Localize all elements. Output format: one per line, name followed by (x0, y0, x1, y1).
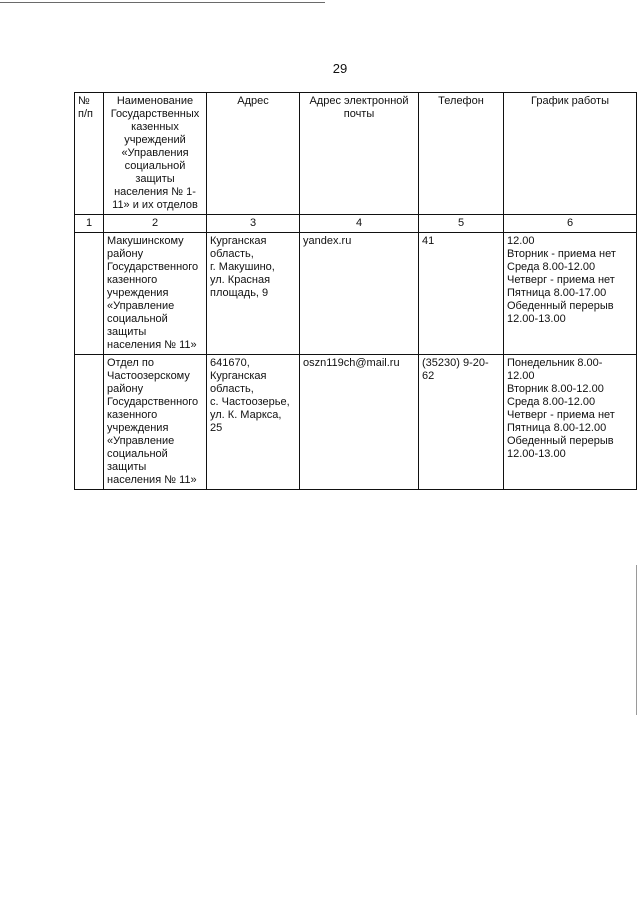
name-line: казенного (107, 409, 158, 421)
schedule-line: Пятница 8.00-17.00 (507, 287, 607, 299)
address-line: г. Макушино, (210, 261, 275, 273)
name-line: защиты (107, 326, 147, 338)
phone-text: (35230) 9-20- (422, 357, 489, 369)
name-line: Частоозерскому (107, 370, 190, 382)
name-line: защиты (107, 461, 147, 473)
email-cell (300, 355, 419, 490)
address-line: Курганская (210, 235, 267, 247)
header-text: № (78, 95, 90, 107)
name-line: району (107, 383, 144, 395)
email-text: yandex.ru (303, 235, 352, 247)
schedule-line: Понедельник 8.00- (507, 357, 603, 369)
schedule-line: Четверг - приема нет (507, 409, 615, 421)
header-cell-number (75, 93, 104, 215)
row-number-cell (75, 233, 104, 355)
header-cell-email (300, 93, 419, 215)
name-line: району (107, 248, 144, 260)
column-number: 3 (207, 215, 300, 233)
name-line: учреждения (107, 287, 169, 299)
name-line: казенного (107, 274, 158, 286)
table-row (75, 233, 637, 355)
column-number: 5 (419, 215, 504, 233)
schedule-line: Обеденный перерыв (507, 300, 614, 312)
email-text: oszn119ch@mail.ru (303, 357, 400, 369)
address-line: 641670, (210, 357, 250, 369)
column-number: 1 (75, 215, 104, 233)
address-line: с. Частоозерье, (210, 396, 290, 408)
name-line: Государственного (107, 261, 199, 273)
address-line: ул. К. Маркса, 25 (210, 409, 282, 434)
address-cell (207, 233, 300, 355)
name-line: Государственного (107, 396, 199, 408)
header-text: населения № 1- (114, 186, 196, 198)
name-line: Макушинскому (107, 235, 184, 247)
header-cell-name (104, 93, 207, 215)
name-line: учреждения (107, 422, 169, 434)
address-cell (207, 355, 300, 490)
phone-text: 41 (422, 235, 435, 247)
schedule-line: Вторник 8.00-12.00 (507, 383, 604, 395)
header-text: Адрес (237, 95, 269, 107)
header-cell-schedule (504, 93, 637, 215)
header-cell-phone (419, 93, 504, 215)
institution-name-cell (104, 233, 207, 355)
row-number-cell (75, 355, 104, 490)
header-text: График работы (531, 95, 609, 107)
name-line: населения № 11» (107, 339, 197, 351)
address-line: ул. Красная (210, 274, 271, 286)
name-line: «Управление (107, 435, 175, 447)
page-number: 29 (332, 61, 348, 76)
address-line: площадь, 9 (210, 287, 269, 299)
phone-text: 62 (422, 370, 435, 382)
address-line: Курганская (210, 370, 267, 382)
institution-name-cell (104, 355, 207, 490)
header-text: Государственных (110, 108, 200, 120)
header-text: социальной (124, 160, 186, 172)
schedule-line: 12.00 (507, 370, 535, 382)
table-row (75, 355, 637, 490)
address-line: область, (210, 248, 254, 260)
column-number: 4 (300, 215, 419, 233)
schedule-line: Среда 8.00-12.00 (507, 261, 596, 273)
phone-cell (419, 233, 504, 355)
column-number: 6 (504, 215, 637, 233)
table-header-row (75, 93, 637, 215)
schedule-line: 12.00-13.00 (507, 313, 566, 325)
header-text: казенных (131, 121, 179, 133)
header-text: Телефон (438, 95, 484, 107)
header-text: 11» и их отделов (112, 199, 198, 211)
scan-edge-line-right (636, 565, 637, 715)
email-cell (300, 233, 419, 355)
name-line: «Управление (107, 300, 175, 312)
header-text: защиты (135, 173, 175, 185)
schedule-line: 12.00-13.00 (507, 448, 566, 460)
name-line: населения № 11» (107, 474, 197, 486)
column-number: 2 (104, 215, 207, 233)
address-line: область, (210, 383, 254, 395)
column-number-row (75, 215, 637, 233)
schedule-line: Обеденный перерыв (507, 435, 614, 447)
schedule-cell (504, 233, 637, 355)
schedule-line: Четверг - приема нет (507, 274, 615, 286)
header-cell-address (207, 93, 300, 215)
header-text: почты (343, 108, 375, 120)
name-line: Отдел по (107, 357, 154, 369)
header-text: учреждений (124, 134, 186, 146)
header-text: п/п (78, 108, 93, 120)
schedule-line: Вторник - приема нет (507, 248, 616, 260)
schedule-line: Среда 8.00-12.00 (507, 396, 596, 408)
header-text: Наименование (116, 95, 194, 107)
header-text: Адрес электронной (309, 95, 409, 107)
offices-table (74, 92, 637, 490)
phone-cell (419, 355, 504, 490)
schedule-line: 12.00 (507, 235, 535, 247)
name-line: социальной (107, 448, 168, 460)
schedule-line: Пятница 8.00-12.00 (507, 422, 607, 434)
name-line: социальной (107, 313, 168, 325)
scan-edge-line (0, 2, 325, 3)
schedule-cell (504, 355, 637, 490)
header-text: «Управления (121, 147, 189, 159)
